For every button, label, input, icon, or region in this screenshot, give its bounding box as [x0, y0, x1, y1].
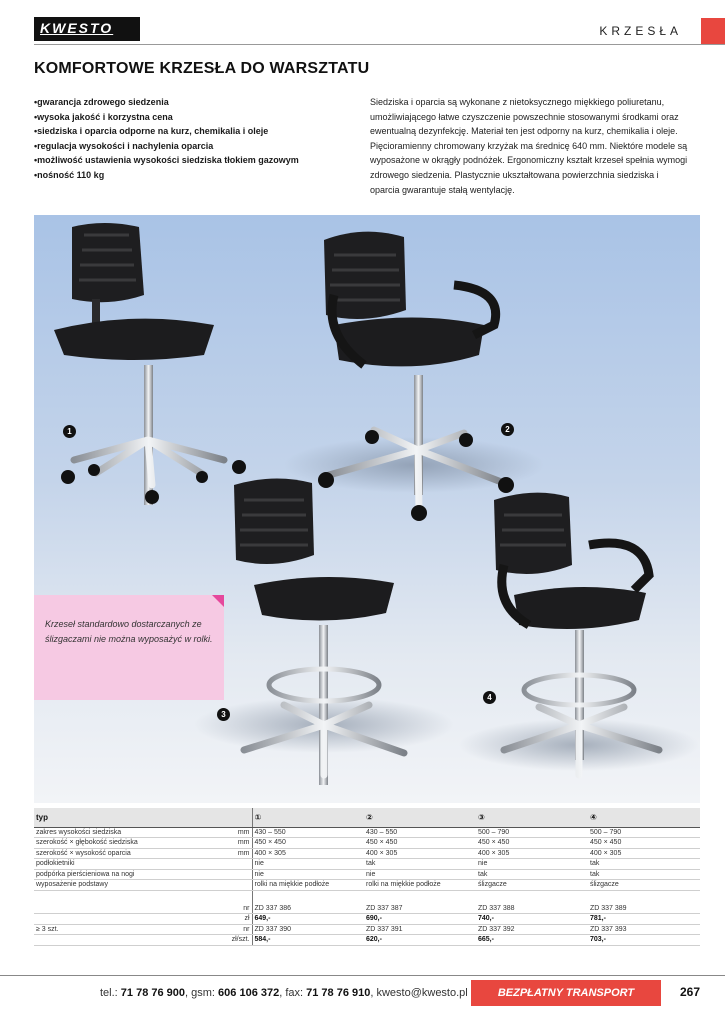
product-photo	[34, 215, 700, 803]
unit-cell	[214, 808, 252, 827]
row-value: ZD 337 389	[588, 903, 700, 914]
fax-number: 71 78 76 910	[306, 987, 371, 999]
chair-1	[54, 223, 246, 505]
row-unit: mm	[214, 848, 252, 859]
spacer-cell	[252, 890, 364, 903]
row-value: nie	[476, 859, 588, 870]
row-value: tak	[476, 869, 588, 880]
feature-item: • siedziska i oparcia odporne na kurz, chemikalia i oleje	[34, 124, 354, 139]
row-unit: nr	[214, 924, 252, 935]
spacer-cell	[214, 890, 252, 903]
row-value: 450 × 450	[476, 838, 588, 849]
row-unit: nr	[214, 903, 252, 914]
row-value: 430 – 550	[252, 827, 364, 838]
feature-list	[34, 95, 354, 183]
row-unit: zł/szt.	[214, 935, 252, 946]
row-value: tak	[588, 869, 700, 880]
row-value: 400 × 305	[364, 848, 476, 859]
feature-item: • gwarancja zdrowego siedzenia	[34, 95, 354, 110]
row-label	[34, 914, 214, 925]
row-value: ZD 337 393	[588, 924, 700, 935]
column-header: ①	[252, 808, 364, 827]
column-header: ③	[476, 808, 588, 827]
table-row	[34, 880, 700, 891]
row-unit: mm	[214, 827, 252, 838]
chair-2	[284, 232, 544, 521]
table-header-row	[34, 808, 700, 827]
row-value: ZD 337 390	[252, 924, 364, 935]
row-value: ZD 337 388	[476, 903, 588, 914]
row-value: ZD 337 387	[364, 903, 476, 914]
row-value: 400 × 305	[588, 848, 700, 859]
feature-item: • nośność 110 kg	[34, 168, 354, 183]
row-label: podłokietniki	[34, 859, 214, 870]
spacer-cell	[34, 890, 214, 903]
row-label: ≥ 3 szt.	[34, 924, 214, 935]
gsm-label: , gsm:	[185, 987, 215, 999]
kwesto-logo	[34, 17, 140, 41]
row-value: 450 × 450	[588, 838, 700, 849]
table-row	[34, 903, 700, 914]
table-row	[34, 935, 700, 946]
row-value: tak	[588, 859, 700, 870]
row-value: 620,-	[364, 935, 476, 946]
free-transport-banner: BEZPŁATNY TRANSPORT	[471, 980, 661, 1006]
row-value: tak	[364, 859, 476, 870]
feature-item: • regulacja wysokości i nachylenia oparcia	[34, 139, 354, 154]
row-label: szerokość × głębokość siedziska	[34, 838, 214, 849]
row-value: ZD 337 391	[364, 924, 476, 935]
table-row	[34, 869, 700, 880]
row-value: nie	[364, 869, 476, 880]
contact-line	[100, 987, 468, 999]
header-divider	[34, 44, 725, 45]
page-number: 267	[680, 985, 701, 999]
row-value: 649,-	[252, 914, 364, 925]
table-row	[34, 848, 700, 859]
spec-rows	[34, 827, 700, 945]
row-value: 584,-	[252, 935, 364, 946]
row-value: 450 × 450	[252, 838, 364, 849]
table-row	[34, 859, 700, 870]
row-unit	[214, 869, 252, 880]
column-header: ②	[364, 808, 476, 827]
row-value: 400 × 305	[476, 848, 588, 859]
chair-3	[194, 478, 454, 785]
table-row	[34, 838, 700, 849]
row-label	[34, 935, 214, 946]
table-row	[34, 914, 700, 925]
footer-divider	[0, 975, 725, 976]
section-label: KRZESŁA	[599, 24, 682, 38]
chair-number-badge: 3	[217, 708, 230, 721]
gsm-number: 606 106 372	[218, 987, 280, 999]
row-value: 430 – 550	[364, 827, 476, 838]
row-value: 690,-	[364, 914, 476, 925]
row-unit	[214, 859, 252, 870]
product-description: Siedziska i oparcia są wykonane z nietoksycznego miękkiego poliuretanu, umożliwiającego łatwe czyszczenie powszechnie stosowanymi środkami oraz ewentualną dezynfekcję. Materiał ten jest odporny na kurz, chemikalia i oleje. Pięcioramienny chromowany krzyżak ma średnicę 640 mm. Niektóre modele są wyposażone w okrągły podnóżek. Ergonomiczny kształt krzeseł spełnia wymogi zdrowego siedzenia. Plastycznie ukształtowana powierzchnia siedziska i oparcia gwarantuje stałą wentylację.	[370, 97, 688, 195]
row-value: nie	[252, 859, 364, 870]
page-header	[0, 0, 725, 46]
row-value: 400 × 305	[252, 848, 364, 859]
page-title: KOMFORTOWE KRZESŁA DO WARSZTATU	[34, 60, 370, 77]
row-value: ślizgacze	[476, 880, 588, 891]
section-tab	[701, 18, 725, 45]
row-unit: mm	[214, 838, 252, 849]
row-label	[34, 903, 214, 914]
spacer-cell	[588, 890, 700, 903]
row-label: szerokość × wysokość oparcia	[34, 848, 214, 859]
tel-label: tel.:	[100, 987, 118, 999]
row-value: 781,-	[588, 914, 700, 925]
row-value: rolki na miękkie podłoże	[252, 880, 364, 891]
row-unit: zł	[214, 914, 252, 925]
chair-4	[459, 493, 699, 775]
tel-number: 71 78 76 900	[120, 987, 186, 999]
note-text: Krzeseł standardowo dostarczanych ze ślizgaczami nie można wyposażyć w rolki.	[45, 619, 213, 644]
chair-number-badge: 4	[483, 691, 496, 704]
chair-number-badge: 1	[63, 425, 76, 438]
type-label: typ	[34, 808, 214, 827]
chair-number-badge: 2	[501, 423, 514, 436]
spacer-cell	[476, 890, 588, 903]
row-value: 500 – 790	[476, 827, 588, 838]
email: , kwesto@kwesto.pl	[370, 987, 468, 999]
row-label: wyposażenie podstawy	[34, 880, 214, 891]
table-spacer	[34, 890, 700, 903]
row-value: rolki na miękkie podłoże	[364, 880, 476, 891]
spec-table	[34, 808, 700, 946]
table-row	[34, 924, 700, 935]
note-box	[34, 595, 224, 700]
fax-label: , fax:	[279, 987, 304, 999]
row-value: ZD 337 392	[476, 924, 588, 935]
row-value: 665,-	[476, 935, 588, 946]
spacer-cell	[364, 890, 476, 903]
chairs-illustration	[34, 215, 700, 803]
row-value: ślizgacze	[588, 880, 700, 891]
logo-text: KWESTO	[40, 20, 114, 36]
row-label: zakres wysokości siedziska	[34, 827, 214, 838]
row-value: ZD 337 386	[252, 903, 364, 914]
row-value: 500 – 790	[588, 827, 700, 838]
row-value: 740,-	[476, 914, 588, 925]
column-header: ④	[588, 808, 700, 827]
feature-item: • możliwość ustawienia wysokości siedziska tłokiem gazowym	[34, 153, 354, 168]
row-unit	[214, 880, 252, 891]
row-label: podpórka pierścieniowa na nogi	[34, 869, 214, 880]
feature-item: • wysoka jakość i korzystna cena	[34, 110, 354, 125]
row-value: nie	[252, 869, 364, 880]
row-value: 450 × 450	[364, 838, 476, 849]
row-value: 703,-	[588, 935, 700, 946]
table-row	[34, 827, 700, 838]
note-corner-fold	[212, 595, 224, 607]
